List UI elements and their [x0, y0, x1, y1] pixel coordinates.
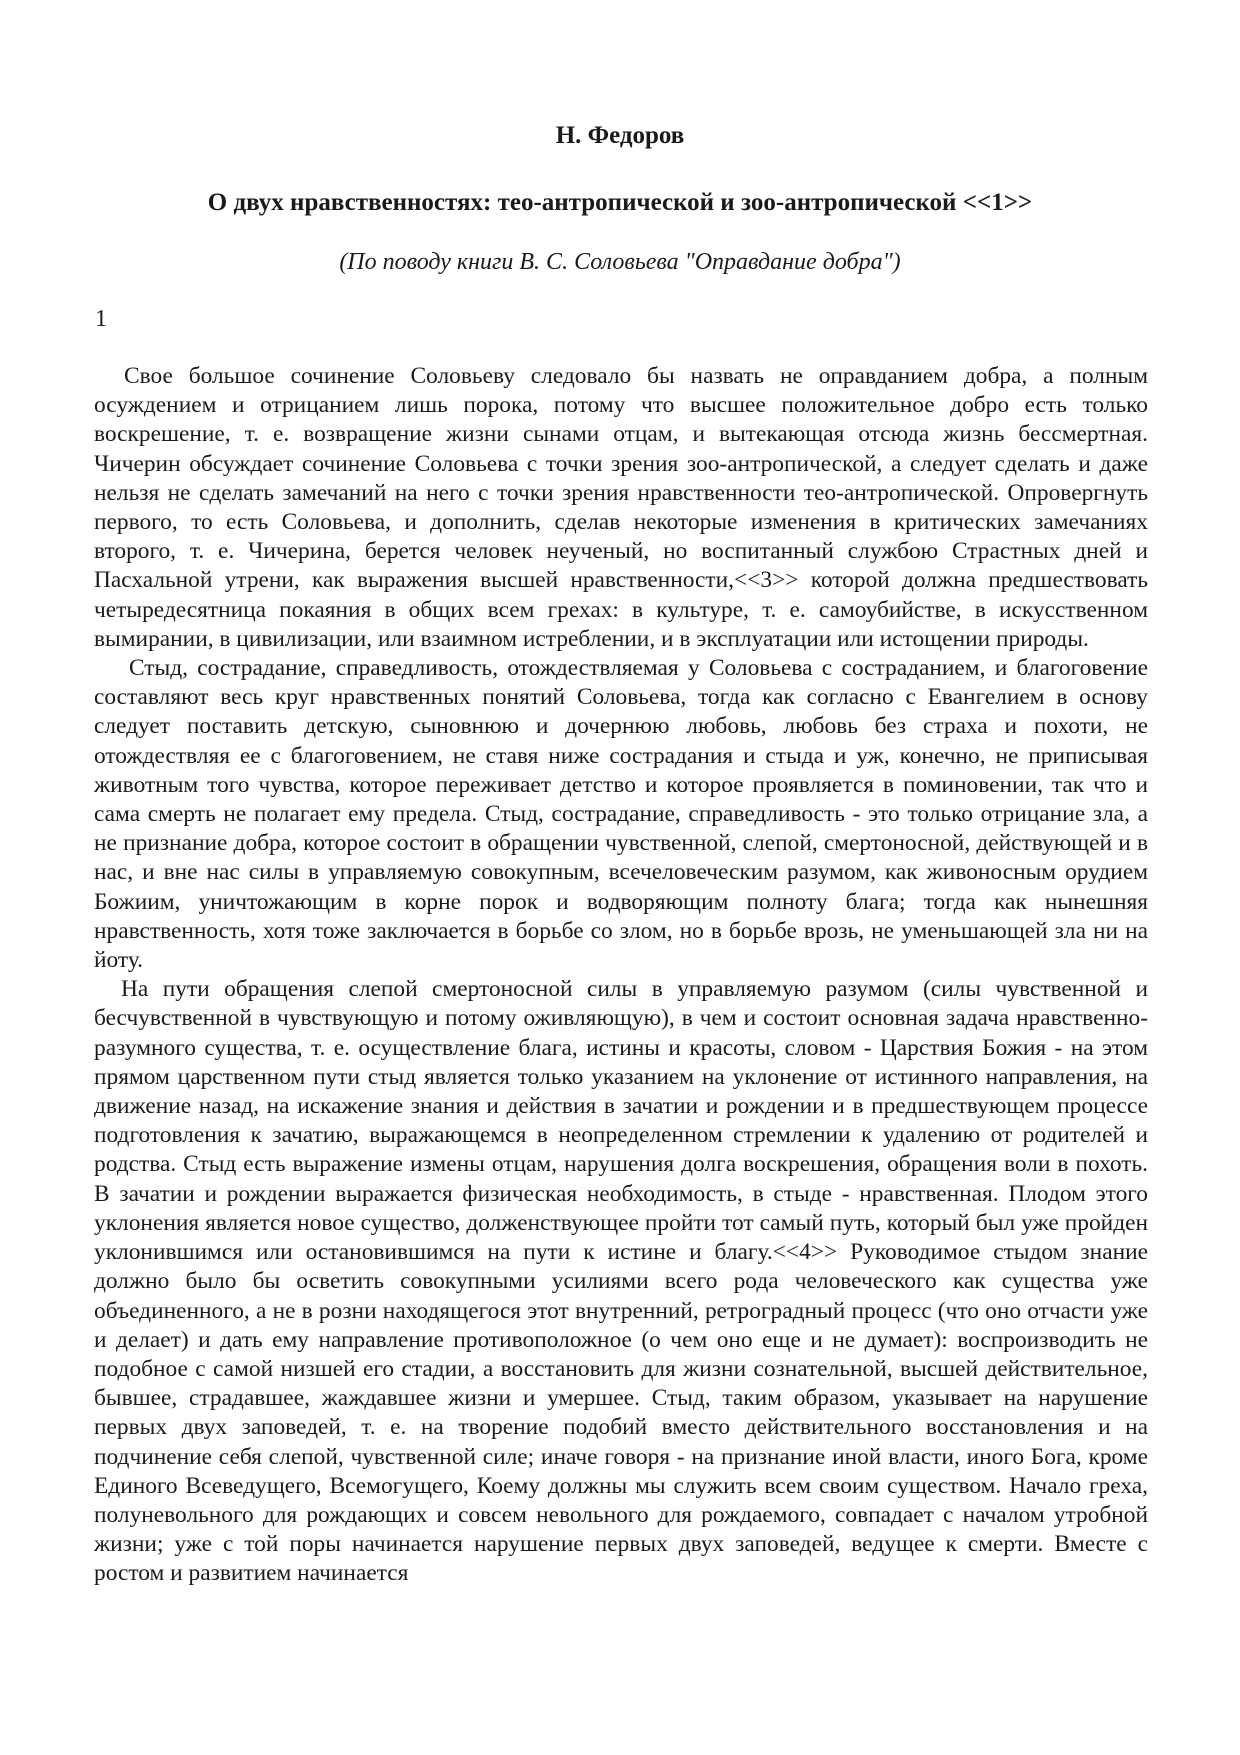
- paragraph: На пути обращения слепой смертоносной силы в управляемую разумом (силы чувственной и бесчувственной в чувствующую и потому оживляющую), в чем и состоит основная задача нравственно-разумного существа, т. е. осуществление блага, истины и красоты, словом - Царствия Божия - на этом прямом царственном пути стыд является только указанием на уклонение от истинного направления, на движение назад, на искажение знания и действия в зачатии и рождении и в предшествующем процессе подготовления к зачатию, выражающемся в неопределенном стремлении к удалению от родителей и родства. Стыд есть выражение измены отцам, нарушения долга воскрешения, обращения воли в похоть. В зачатии и рождении выражается физическая необходимость, в стыде - нравственная. Плодом этого уклонения является новое существо, долженствующее пройти тот самый путь, который был уже пройден уклонившимся или остановившимся на пути к истине и благу.<<4>> Руководимое стыдом знание должно было бы осветить совокупными усилиями всего рода человеческого как существа уже объединенного, а не в розни находящегося этот внутренний, ретроградный процесс (что оно отчасти уже и делает) и дать ему направление противоположное (о чем оно еще и не думает): воспроизводить не подобное с самой низшей его стадии, а восстановить для жизни сознательной, высшей действительное, бывшее, страдавшее, жаждавшее жизни и умершее. Стыд, таким образом, указывает на нарушение первых двух заповедей, т. е. на творение подобий вместо действительного восстановления и на подчинение себя слепой, чувственной силе; иначе говоря - на признание иной власти, иного Бога, кроме Единого Всеведущего, Всемогущего, Коему должны мы служить всем своим существом. Начало греха, полуневольного для рождающих и совсем невольного для рождаемого, совпадает с началом утробной жизни; уже с той поры начинается нарушение первых двух заповедей, ведущее к смерти. Вместе с ростом и развитием начинается: [94, 976, 1148, 1587]
- paragraph: Свое большое сочинение Соловьеву следовало бы назвать не оправданием добра, а полным осуждением и отрицанием лишь порока, потому что высшее положительное добро есть только воскрешение, т. е. возвращение жизни сынами отцам, и вытекающая отсюда жизнь бессмертная. Чичерин обсуждает сочинение Соловьева с точки зрения зоо-антропической, а следует сделать и даже нельзя не сделать замечаний на него с точки зрения нравственности тео-антропической. Опровергнуть первого, то есть Соловьева, и дополнить, сделав некоторые изменения в критических замечаниях второго, т. е. Чичерина, берется человек неученый, но воспитанный службою Страстных дней и Пасхальной утрени, как выражения высшей нравственности,<<3>> которой должна предшествовать четыредесятница покаяния в общих всем грехах: в культуре, т. е. самоубийстве, в искусственном вымирании, в цивилизации, или взаимном истреблении, и в эксплуатации или истощении природы.: [94, 363, 1148, 652]
- body-text: [94, 362, 1148, 1589]
- paragraph: Стыд, сострадание, справедливость, отождествляемая у Соловьева с состраданием, и благоговение составляют весь круг нравственных понятий Соловьева, тогда как согласно с Евангелием в основу следует поставить детскую, сыновнюю и дочернюю любовь, любовь без страха и похоти, не отождествляя ее с благоговением, не ставя ниже сострадания и стыда и уж, конечно, не приписывая животным того чувства, которое переживает детство и которое проявляется в поминовении, так что и сама смерть не полагает ему предела. Стыд, сострадание, справедливость - это только отрицание зла, а не признание добра, которое состоит в обращении чувственной, слепой, смертоносной, действующей и в нас, и вне нас силы в управляемую совокупным, всечеловеческим разумом, как живоносным орудием Божиим, уничтожающим в корне порок и водворяющим полноту блага; тогда как нынешняя нравственность, хотя тоже заключается в борьбе со злом, но в борьбе врозь, не уменьшающей зла ни на йоту.: [94, 655, 1148, 974]
- document-title: О двух нравственностях: тео-антропической и зоо-антропической <<1>>: [207, 189, 1033, 216]
- section-number: 1: [95, 306, 107, 332]
- author-name: Н. Федоров: [555, 122, 685, 149]
- document-subtitle: (По поводу книги В. С. Соловьева "Оправдание добра"): [339, 249, 901, 275]
